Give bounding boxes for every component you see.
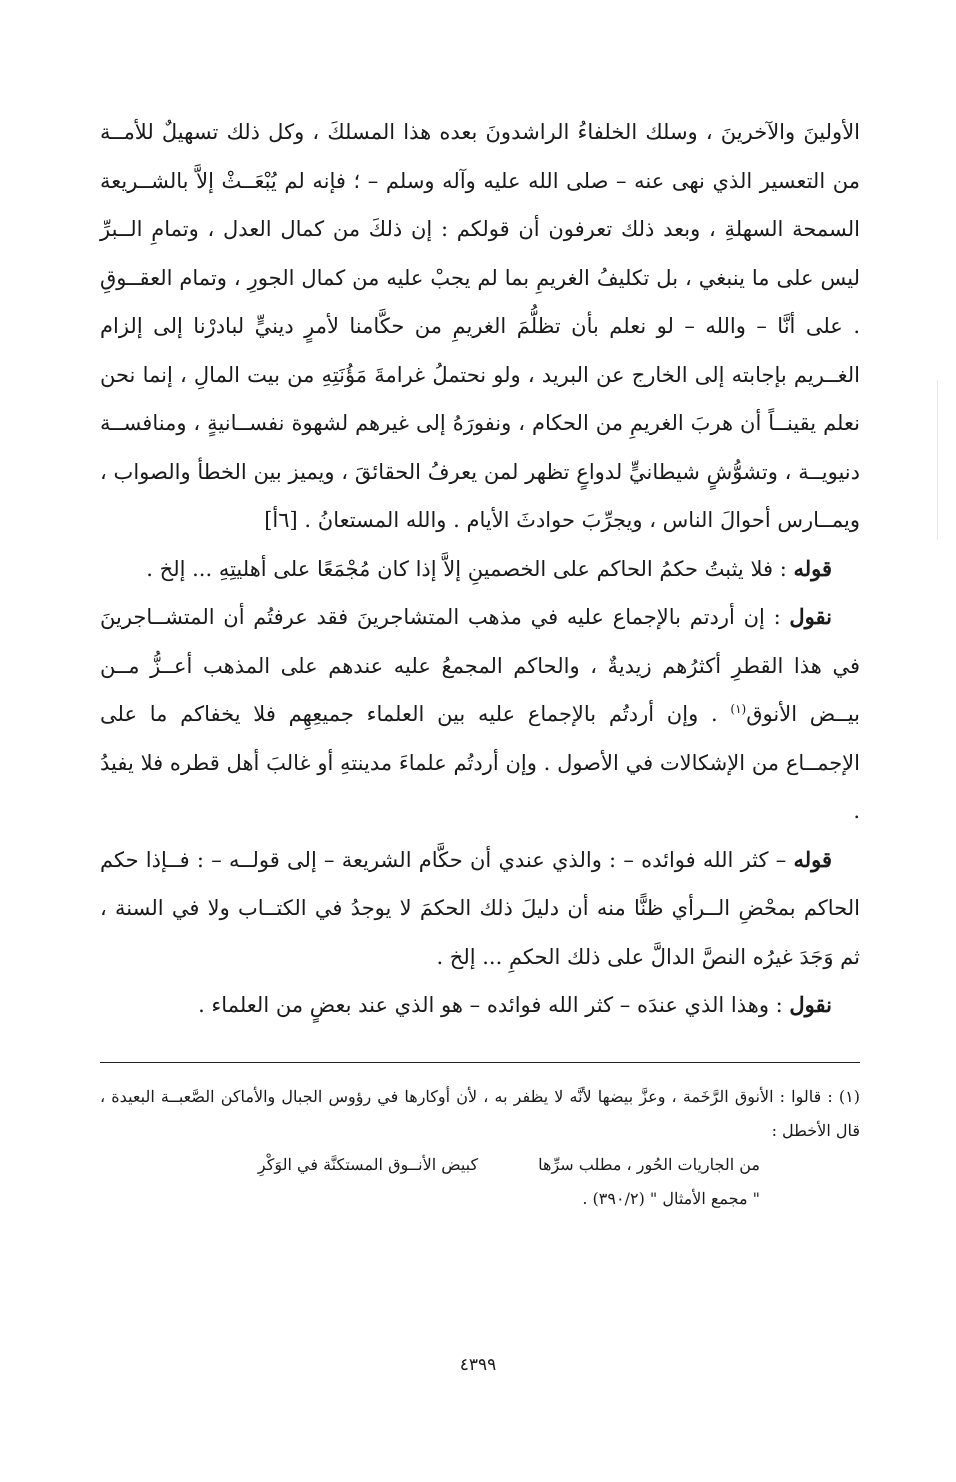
- main-text: [100, 108, 860, 1030]
- text-line: وتشوُّشٍ شيطانيٍّ لدواعٍ تظهر لمن يعرفُ الحقائقَ ، ويميز بين الخطأ والصواب ، ويمــارس: [100, 459, 860, 532]
- text-line: أحوالَ الناس ، ويجرِّبَ حوادثَ الأيام . والله المستعانُ . [٦أ]: [264, 508, 771, 532]
- lead-word: نقول: [789, 992, 832, 1017]
- paragraph-1: [100, 108, 860, 545]
- poem-verse: [100, 1148, 860, 1182]
- footnote-text: : قالوا : الأنوق الرَّخَمة ، وعزَّ بيضها لأنَّه لا يظفر به ، لأن أوكارها في رؤوس الجبال والأماكن الصَّعبــة البعيدة ، قال الأخطل :: [100, 1087, 860, 1140]
- footnotes: [100, 1080, 860, 1216]
- verse-second-hemistich: كبيض الأنــوق المستكنَّة في الوَكْرِ: [257, 1155, 479, 1174]
- text-line: على أنَّا – والله – لو نعلم بأن تظلُّمَ الغريمِ من حكَّامنا لأمرٍ دينيٍّ لبادرْنا إلى إلزام الغــريم: [100, 314, 860, 387]
- paragraph-5: [100, 981, 860, 1030]
- text-line: ليس على ما ينبغي ، بل تكليفُ الغريمِ بما لم يجبْ عليه من كمال الجورِ ، وتمام العقــوقِ .: [100, 265, 860, 338]
- lead-word: قوله: [793, 846, 832, 872]
- text-line: بإجابته إلى الخارج عن البريد ، ولو نحتملُ غرامةَ مَؤُنَتِهِ من بيت المالِ ، إنما نحن نعلم يقينــاً: [100, 362, 860, 435]
- text-line: السمحة السهلةِ ، وبعد ذلك تعرفون أن قولكم : إن ذلكَ من كمال العدل ، وتمامِ الــبرِّ: [100, 217, 860, 241]
- footnote-source: " مجمع الأمثال " (٣٩٠/٢) .: [582, 1189, 760, 1208]
- text-line: أن هربَ الغريمِ من الحكام ، ونفورَهُ إلى غيرهم لشهوة نفســانيةٍ ، ومنافســة دنيويــة ،: [100, 411, 860, 484]
- paragraph-text: : فلا يثبتُ حكمُ الحاكم على الخصمينِ إلاَّ إذا كان مُجْمَعًا على أهليتِهِ ... إلخ .: [146, 556, 794, 581]
- paragraph-4: [100, 836, 860, 982]
- lead-word: نقول: [789, 604, 832, 629]
- paragraph-text: : وهذا الذي عندَه – كثر الله فوائده – هو الذي عند بعضٍ من العلماء .: [198, 993, 790, 1017]
- paragraph-text: . وإن أردتُم بالإجماع عليه بين العلماء جميعِهِم فلا يخفاكم ما على الإجمــاع من الإشكالات في الأصول . وإن أردتُم علماءَ مدينتهِ أو غالبَ أهل قطره فلا يفيدُ .: [100, 702, 860, 823]
- paragraph-3: [100, 593, 860, 836]
- footnote-separator: [100, 1062, 860, 1063]
- text-line: من التعسير الذي نهى عنه – صلى الله عليه وآله وسلم – ؛ فإنه لم يُبْعَــثْ إلاَّ بالشــريعة: [100, 168, 860, 193]
- footnote-reference[interactable]: (١): [730, 702, 747, 716]
- paragraph-text: – كثر الله فوائده – : والذي عندي أن حكَّام الشريعة – إلى قولــه – : فــإذا حكم الحاكم بمحْضِ الــرأي ظنًّا منه أن دليلَ ذلك الحكمَ لا يوجدُ في الكتــاب ولا في السنة ، ثم وَجَدَ غيرُه النصَّ الدالَّ على ذلك الحكمِ ... إلخ .: [100, 847, 860, 969]
- page-number: ٤٣٩٩: [459, 1355, 497, 1375]
- paragraph-2: [100, 545, 860, 594]
- verse-first-hemistich: من الجاريات الحُور ، مطلب سرِّها: [538, 1155, 760, 1174]
- text-line: الأولينَ والآخرينَ ، وسلك الخلفاءُ الراشدونَ بعده هذا المسلكَ ، وكل ذلك تسهيلٌ للأمــة: [100, 120, 860, 144]
- lead-word: قوله: [793, 555, 832, 581]
- footnote-1: [100, 1080, 860, 1148]
- paragraph-text: : إن أردتم بالإجماع عليه في مذهب المتشاجرينَ فقد عرفتُم أن المتشــاجرينَ في هذا القطرِ أكثرُهم زيديةٌ ، والحاكم المجمعُ عليه عندهم على المذهب أعــزُّ مــن بيــض الأنوق: [100, 605, 861, 726]
- footnote-marker: (١): [838, 1087, 861, 1106]
- binding-shadow: [937, 380, 938, 540]
